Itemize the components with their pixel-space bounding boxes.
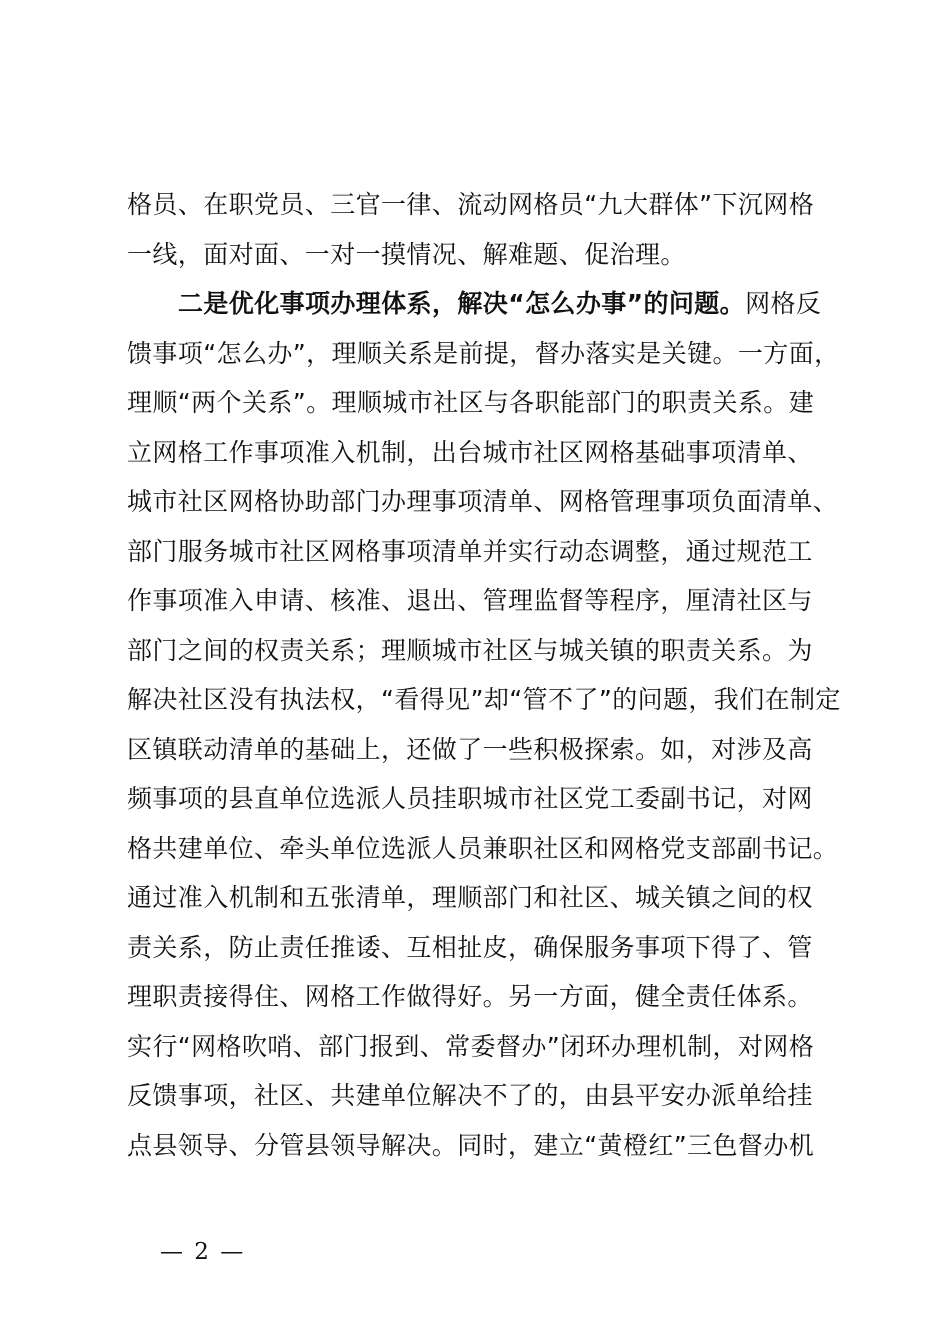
text-line-1: 格员、在职党员、三官一律、流动网格员“九大群体”下沉网格 (127, 190, 815, 219)
body-text (127, 180, 847, 1170)
text-line-18: 实行“网格吹哨、部门报到、常委督办”闭环办理机制，对网格 (127, 1031, 815, 1061)
text-line-17: 理职责接得住、网格工作做得好。另一方面，健全责任体系。 (127, 982, 813, 1011)
paragraph-heading-continuation: 网格反 (745, 289, 822, 318)
page-number: — 2 — (160, 1239, 246, 1265)
text-line-4: 馈事项“怎么办”，理顺关系是前提，督办落实是关键。一方面， (127, 338, 840, 368)
text-line-9: 作事项准入申请、核准、退出、管理监督等程序，厘清社区与 (127, 586, 813, 615)
paragraph-heading-line (127, 279, 847, 329)
text-line-16: 责关系，防止责任推诿、互相扯皮，确保服务事项下得了、管 (127, 932, 813, 962)
text-line-13: 频事项的县直单位选派人员挂职城市社区党工委副书记，对网 (127, 784, 813, 813)
text-line-19: 反馈事项，社区、共建单位解决不了的，由县平安办派单给挂 (127, 1081, 813, 1110)
text-line-20: 点县领导、分管县领导解决。同时，建立“黄橙红”三色督办机 (127, 1130, 815, 1160)
text-line-6: 立网格工作事项准入机制，出台城市社区网格基础事项清单、 (127, 437, 813, 467)
text-line-5: 理顺“两个关系”。理顺城市社区与各职能部门的职责关系。建 (127, 388, 815, 417)
text-line-11: 解决社区没有执法权，“看得见”却“管不了”的问题，我们在制定 (127, 685, 841, 714)
text-line-14: 格共建单位、牵头单位选派人员兼职社区和网格党支部副书记。 (127, 833, 839, 863)
text-line-10: 部门之间的权责关系；理顺城市社区与城关镇的职责关系。为 (127, 635, 813, 665)
paragraph-heading: 二是优化事项办理体系，解决“怎么办事”的问题。 (178, 289, 746, 318)
text-line-15: 通过准入机制和五张清单，理顺部门和社区、城关镇之间的权 (127, 883, 813, 912)
text-line-12: 区镇联动清单的基础上，还做了一些积极探索。如，对涉及高 (127, 734, 813, 764)
text-line-8: 部门服务城市社区网格事项清单并实行动态调整，通过规范工 (127, 536, 813, 566)
text-line-7: 城市社区网格协助部门办理事项清单、网格管理事项负面清单、 (127, 487, 839, 516)
text-line-2: 一线，面对面、一对一摸情况、解难题、促治理。 (127, 239, 686, 269)
